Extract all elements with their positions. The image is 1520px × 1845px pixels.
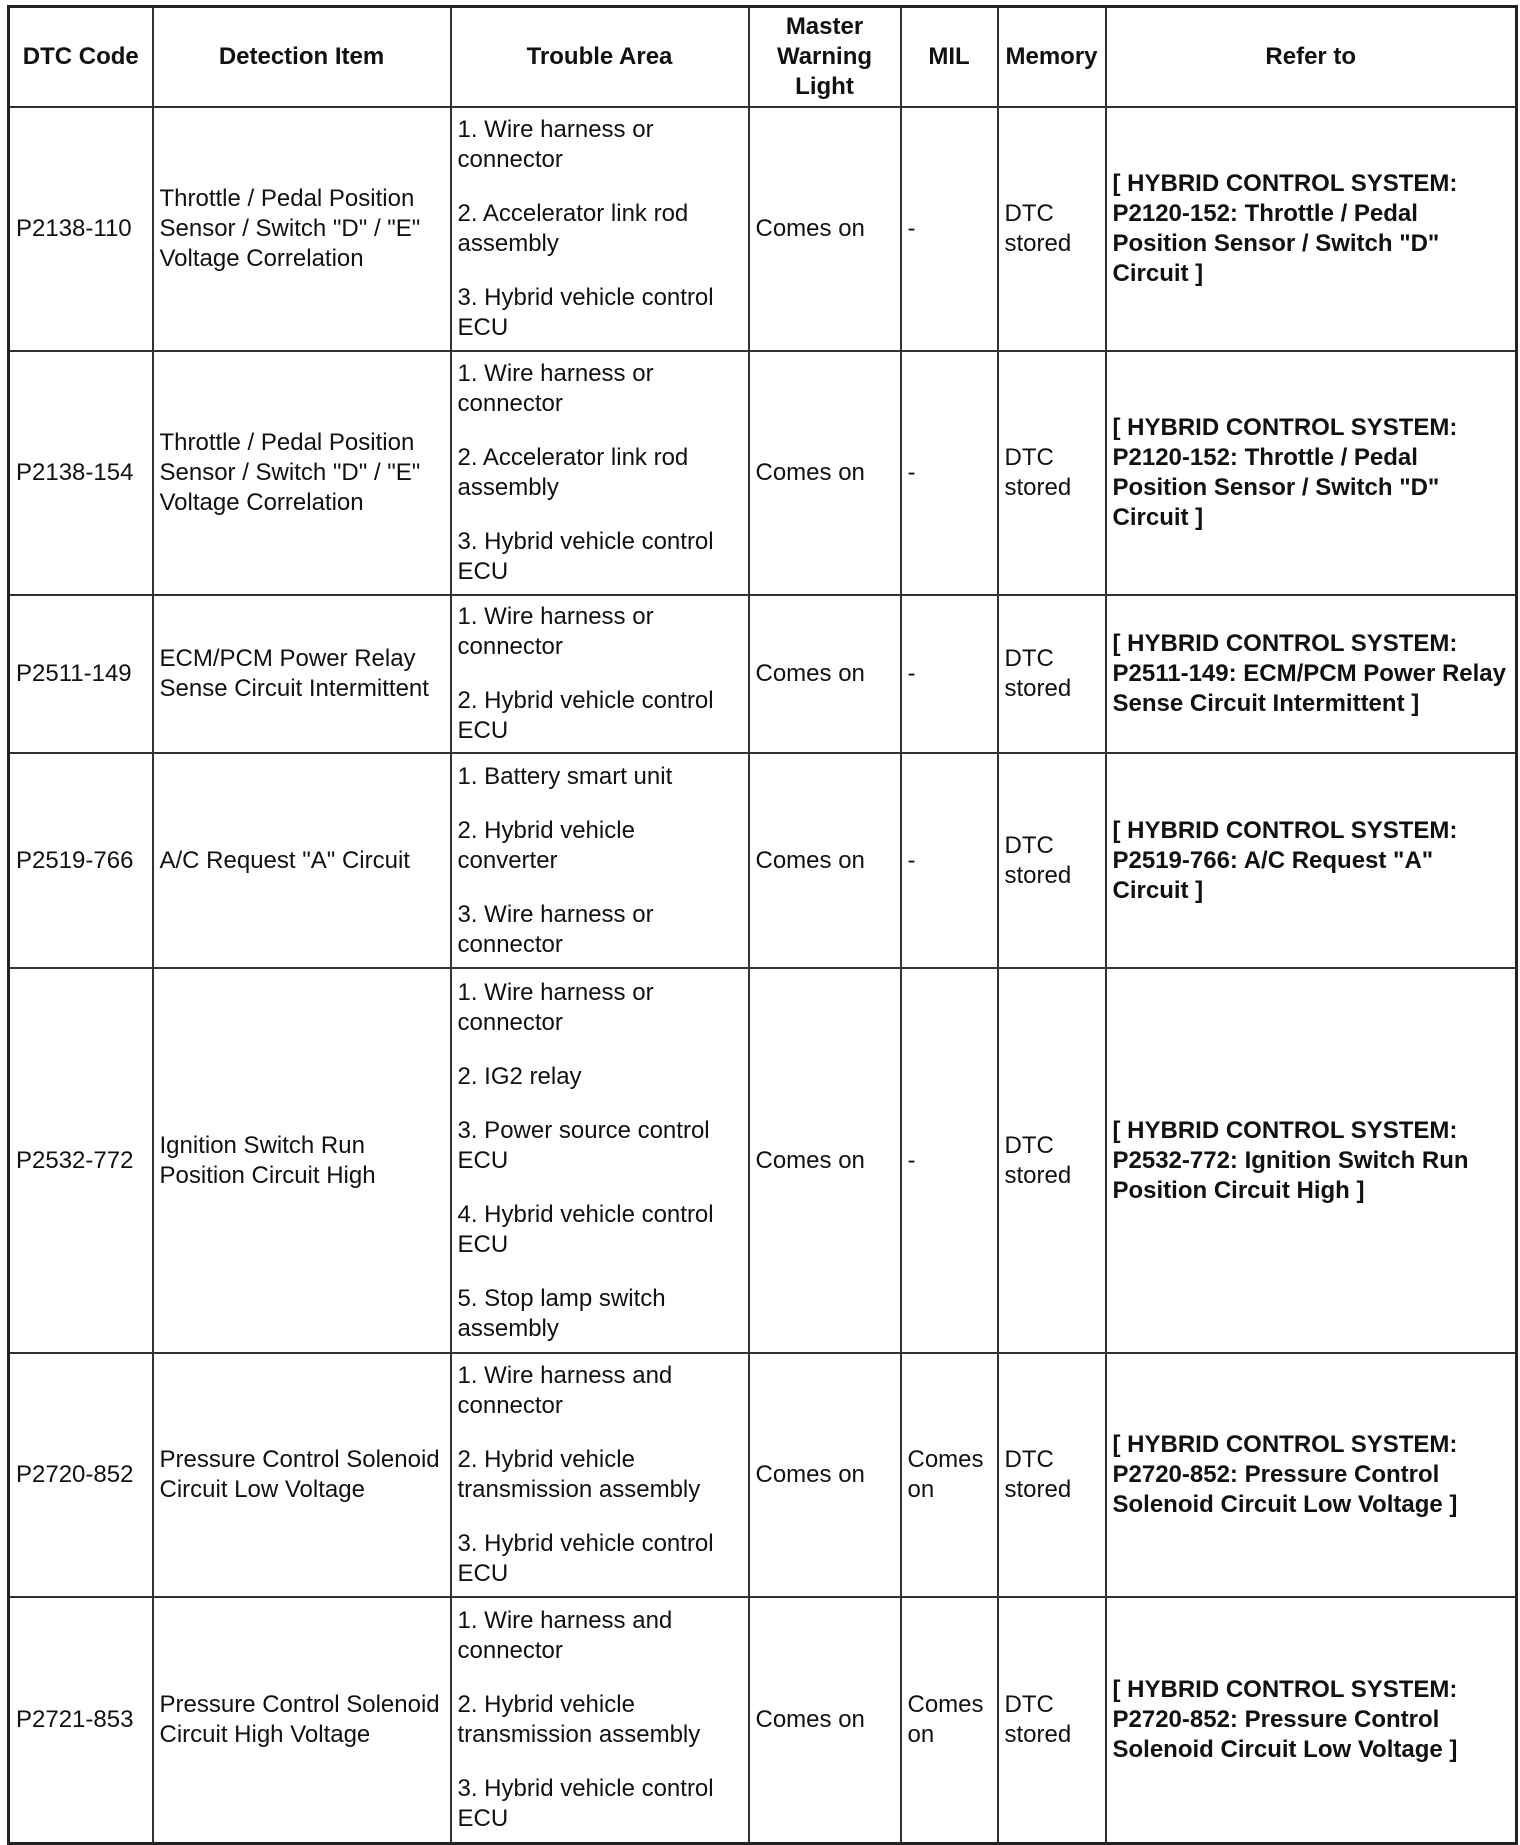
trouble-area-item: 1. Wire harness and connector — [457, 1606, 673, 1664]
trouble-area-list — [458, 359, 742, 587]
detection-item-cell: Throttle / Pedal Position Sensor / Switch "D" / "E" Voltage Correlation — [153, 351, 451, 595]
trouble-area-cell — [451, 1597, 749, 1843]
refer-to-cell: [ HYBRID CONTROL SYSTEM: P2120-152: Throttle / Pedal Position Sensor / Switch "D" Circuit ] — [1106, 351, 1517, 595]
mil-cell: - — [901, 753, 998, 968]
detection-item-cell: Pressure Control Solenoid Circuit High Voltage — [153, 1597, 451, 1843]
trouble-area-list — [458, 115, 742, 343]
master-warning-light-cell: Comes on — [749, 1597, 901, 1843]
master-warning-light-cell: Comes on — [749, 1353, 901, 1597]
trouble-area-item: 4. Hybrid vehicle control ECU — [457, 1200, 714, 1258]
trouble-area-item: 3. Hybrid vehicle control ECU — [457, 284, 714, 341]
detection-item-cell: ECM/PCM Power Relay Sense Circuit Intermittent — [153, 595, 451, 753]
refer-to-cell: [ HYBRID CONTROL SYSTEM: P2519-766: A/C Request "A" Circuit ] — [1106, 753, 1517, 968]
dtc-code-cell: P2138-110 — [9, 107, 153, 351]
refer-to-cell: [ HYBRID CONTROL SYSTEM: P2511-149: ECM/PCM Power Relay Sense Circuit Intermittent ] — [1106, 595, 1517, 753]
mil-cell: - — [901, 107, 998, 351]
dtc-code-cell: P2519-766 — [9, 753, 153, 968]
refer-to-cell: [ HYBRID CONTROL SYSTEM: P2720-852: Pressure Control Solenoid Circuit Low Voltage ] — [1106, 1353, 1517, 1597]
mil-cell: - — [901, 351, 998, 595]
trouble-area-item: 2. Hybrid vehicle transmission assembly — [457, 1690, 701, 1748]
trouble-area-item: 1. Wire harness and connector — [457, 1362, 673, 1419]
master-warning-light-cell: Comes on — [749, 753, 901, 968]
refer-to-cell: [ HYBRID CONTROL SYSTEM: P2120-152: Throttle / Pedal Position Sensor / Switch "D" Circuit ] — [1106, 107, 1517, 351]
memory-cell: DTC stored — [998, 595, 1106, 753]
table-row — [9, 1597, 1517, 1843]
trouble-area-item: 3. Wire harness or connector — [457, 900, 654, 958]
table-row — [9, 107, 1517, 351]
header-trouble-area: Trouble Area — [451, 7, 749, 108]
table-row — [9, 1353, 1517, 1597]
header-master-warning-light: Master Warning Light — [749, 7, 901, 108]
trouble-area-list — [458, 1606, 742, 1834]
trouble-area-item: 2. IG2 relay — [457, 1062, 582, 1090]
memory-cell: DTC stored — [998, 1597, 1106, 1843]
dtc-code-cell: P2138-154 — [9, 351, 153, 595]
master-warning-light-cell: Comes on — [749, 968, 901, 1353]
trouble-area-cell — [451, 351, 749, 595]
dtc-code-cell: P2721-853 — [9, 1597, 153, 1843]
trouble-area-item: 3. Power source control ECU — [457, 1116, 710, 1174]
table-row — [9, 351, 1517, 595]
trouble-area-list — [458, 1361, 742, 1589]
refer-to-cell: [ HYBRID CONTROL SYSTEM: P2720-852: Pressure Control Solenoid Circuit Low Voltage ] — [1106, 1597, 1517, 1843]
master-warning-light-cell: Comes on — [749, 107, 901, 351]
trouble-area-item: 1. Wire harness or connector — [457, 978, 654, 1036]
table-header — [9, 7, 1517, 108]
header-dtc-code: DTC Code — [9, 7, 153, 108]
trouble-area-cell — [451, 107, 749, 351]
trouble-area-list — [458, 978, 742, 1344]
detection-item-cell: Throttle / Pedal Position Sensor / Switch "D" / "E" Voltage Correlation — [153, 107, 451, 351]
table-body — [9, 107, 1517, 1843]
mil-cell: Comes on — [901, 1353, 998, 1597]
detection-item-cell: Ignition Switch Run Position Circuit High — [153, 968, 451, 1353]
header-memory: Memory — [998, 7, 1106, 108]
trouble-area-item: 1. Wire harness or connector — [457, 116, 654, 173]
trouble-area-item: 3. Hybrid vehicle control ECU — [457, 1530, 714, 1587]
header-row — [9, 7, 1517, 108]
header-detection-item: Detection Item — [153, 7, 451, 108]
memory-cell: DTC stored — [998, 107, 1106, 351]
trouble-area-cell — [451, 1353, 749, 1597]
master-warning-light-cell: Comes on — [749, 351, 901, 595]
trouble-area-item: 5. Stop lamp switch assembly — [457, 1284, 666, 1342]
memory-cell: DTC stored — [998, 1353, 1106, 1597]
detection-item-cell: Pressure Control Solenoid Circuit Low Voltage — [153, 1353, 451, 1597]
trouble-area-list — [458, 762, 742, 960]
master-warning-light-cell: Comes on — [749, 595, 901, 753]
trouble-area-list — [458, 602, 742, 746]
trouble-area-item: 1. Wire harness or connector — [457, 603, 654, 660]
trouble-area-item: 2. Hybrid vehicle transmission assembly — [457, 1446, 701, 1503]
table-row — [9, 595, 1517, 753]
detection-item-cell: A/C Request "A" Circuit — [153, 753, 451, 968]
trouble-area-item: 1. Battery smart unit — [457, 762, 673, 790]
trouble-area-item: 1. Wire harness or connector — [457, 360, 654, 417]
trouble-area-cell — [451, 595, 749, 753]
trouble-area-item: 2. Hybrid vehicle converter — [457, 816, 635, 874]
mil-cell: Comes on — [901, 1597, 998, 1843]
dtc-code-cell: P2532-772 — [9, 968, 153, 1353]
trouble-area-item: 3. Hybrid vehicle control ECU — [457, 528, 714, 585]
header-mil: MIL — [901, 7, 998, 108]
memory-cell: DTC stored — [998, 753, 1106, 968]
refer-to-cell: [ HYBRID CONTROL SYSTEM: P2532-772: Ignition Switch Run Position Circuit High ] — [1106, 968, 1517, 1353]
memory-cell: DTC stored — [998, 968, 1106, 1353]
trouble-area-item: 3. Hybrid vehicle control ECU — [457, 1774, 714, 1832]
trouble-area-item: 2. Accelerator link rod assembly — [457, 200, 689, 257]
dtc-code-cell: P2720-852 — [9, 1353, 153, 1597]
dtc-code-cell: P2511-149 — [9, 595, 153, 753]
trouble-area-cell — [451, 753, 749, 968]
dtc-table — [7, 5, 1518, 1845]
header-refer-to: Refer to — [1106, 7, 1517, 108]
trouble-area-item: 2. Hybrid vehicle control ECU — [457, 687, 714, 744]
trouble-area-cell — [451, 968, 749, 1353]
mil-cell: - — [901, 968, 998, 1353]
trouble-area-item: 2. Accelerator link rod assembly — [457, 444, 689, 501]
memory-cell: DTC stored — [998, 351, 1106, 595]
table-row — [9, 753, 1517, 968]
table-row — [9, 968, 1517, 1353]
mil-cell: - — [901, 595, 998, 753]
